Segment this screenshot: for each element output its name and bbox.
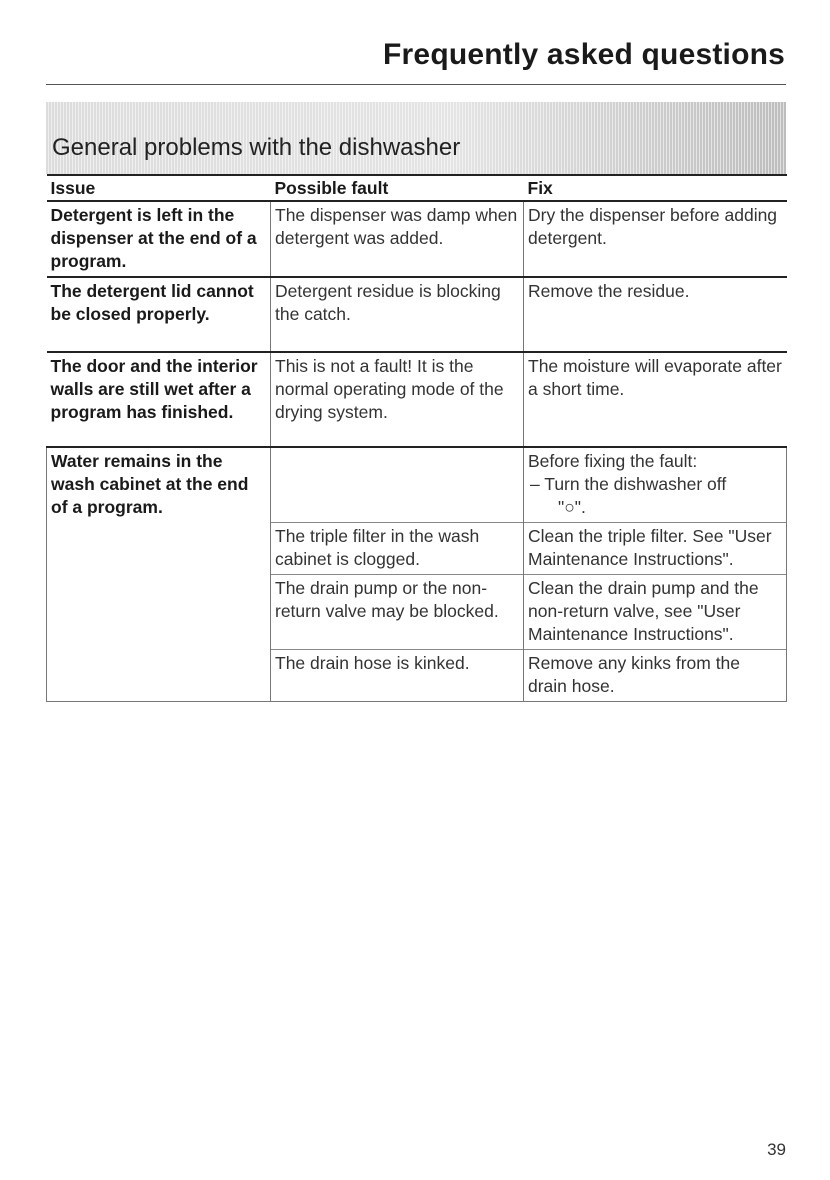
fault-cell: The triple filter in the wash cabinet is clogged. — [271, 523, 524, 575]
table-row — [47, 447, 787, 523]
fix-cell: The moisture will evaporate after a short time. — [524, 352, 787, 447]
section-banner — [46, 102, 786, 174]
page-number: 39 — [767, 1140, 786, 1159]
pre-fix-intro: Before fixing the fault: — [528, 451, 698, 471]
fix-cell: Remove the residue. — [524, 277, 787, 352]
fault-cell-empty — [271, 447, 524, 523]
table-row — [47, 352, 787, 447]
table-row — [47, 277, 787, 352]
pre-fix-step: – Turn the dishwasher off — [530, 474, 727, 494]
fix-cell: Clean the triple filter. See "User Maintenance Instructions". — [524, 523, 787, 575]
column-header-fix: Fix — [524, 175, 787, 201]
issue-cell: The door and the interior walls are still wet after a program has finished. — [47, 352, 271, 447]
fault-cell: The drain hose is kinked. — [271, 650, 524, 702]
fault-cell: The dispenser was damp when detergent was added. — [271, 201, 524, 277]
power-off-symbol: "○". — [558, 497, 586, 517]
fault-cell: The drain pump or the non-return valve may be blocked. — [271, 575, 524, 650]
fix-cell: Remove any kinks from the drain hose. — [524, 650, 787, 702]
faq-table — [46, 174, 787, 702]
fix-cell: Dry the dispenser before adding detergent. — [524, 201, 787, 277]
issue-cell: Water remains in the wash cabinet at the end of a program. — [47, 447, 271, 702]
issue-cell: Detergent is left in the dispenser at the end of a program. — [47, 201, 271, 277]
fault-cell: This is not a fault! It is the normal operating mode of the drying system. — [271, 352, 524, 447]
column-header-fault: Possible fault — [271, 175, 524, 201]
fix-cell: Clean the drain pump and the non-return valve, see "User Maintenance Instructions". — [524, 575, 787, 650]
header-divider — [46, 84, 786, 85]
section-title: General problems with the dishwasher — [52, 134, 461, 161]
column-header-issue: Issue — [47, 175, 271, 201]
table-row — [47, 201, 787, 277]
issue-cell: The detergent lid cannot be closed properly. — [47, 277, 271, 352]
table-header-row — [47, 175, 787, 201]
page-title: Frequently asked questions — [383, 38, 785, 71]
fix-cell — [524, 447, 787, 523]
fault-cell: Detergent residue is blocking the catch. — [271, 277, 524, 352]
